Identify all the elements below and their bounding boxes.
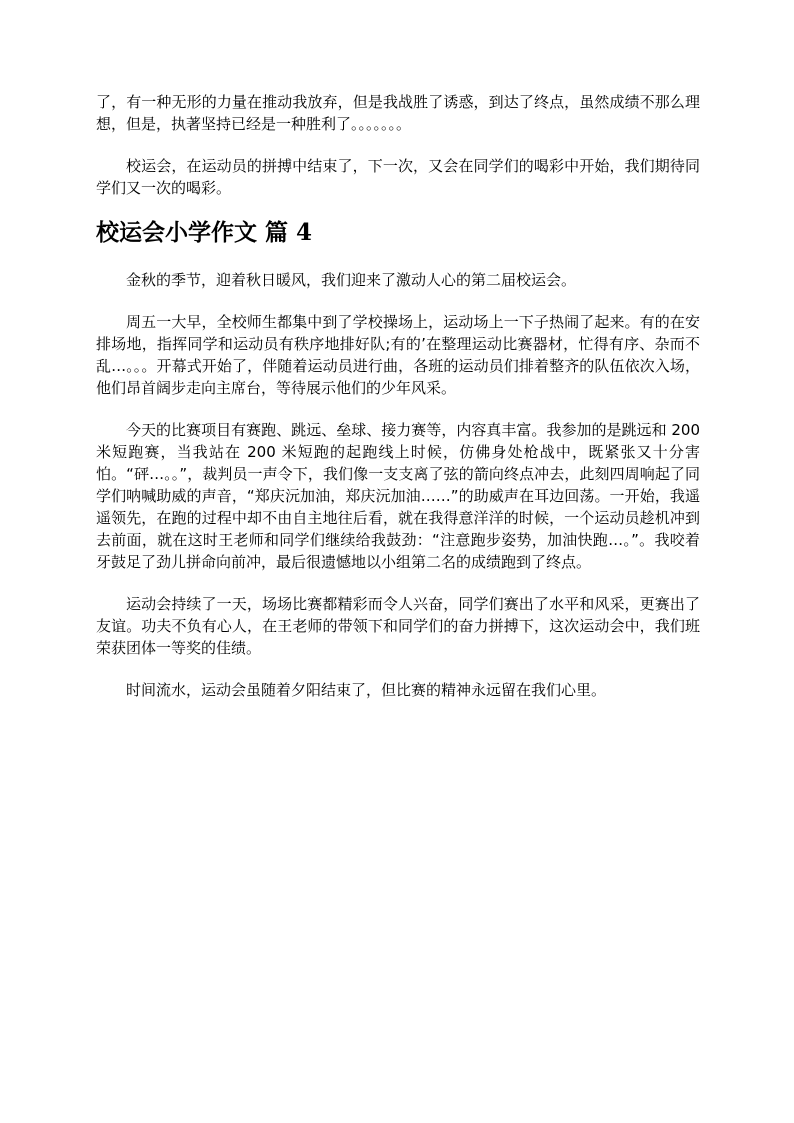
document-page [96,91,700,701]
body-paragraph: 周五一大早，全校师生都集中到了学校操场上，运动场上一下子热闹了起来。有的在安排场地，指挥同学和运动员有秩序地排好队;有的’在整理运动比赛器材，忙得有序、杂而不乱…。。。开幕式开始了，伴随着运动员进行曲，各班的运动员们排着整齐的队伍依次入场，他们昂首阔步走向主席台，等待展示他们的少年风采。 [96,313,700,397]
continuation-paragraph: 了，有一种无形的力量在推动我放弃，但是我战胜了诱惑，到达了终点，虽然成绩不那么理想，但是，执著坚持已经是一种胜利了。。。。。。。 [96,93,700,133]
body-paragraph: 金秋的季节，迎着秋日暖风，我们迎来了激动人心的第二届校运会。 [126,271,577,289]
body-paragraph: 今天的比赛项目有赛跑、跳远、垒球、接力赛等，内容真丰富。我参加的是跳远和 200 米短跑赛，当我站在 200 米短跑的起跑线上时候，仿佛身处枪战中，既紧张又十分害怕。“砰…。。”，裁判员一声令下，我们像一支支离了弦的箭向终点冲去，此刻四周响起了同学们呐喊助威的声音，“郑庆沅加油，郑庆沅加油……”的助威声在耳边回荡。一开始，我遥遥领先，在跑的过程中却不由自主地往后看，就在我得意洋洋的时候，一个运动员趁机冲到去前面，就在这时王老师和同学们继续给我鼓劲：“注意跑步姿势，加油快跑…。”。我咬着牙鼓足了劲儿拼命向前冲，最后很遗憾地以小组第二名的成绩跑到了终点。 [96,421,700,571]
body-paragraph: 时间流水，运动会虽随着夕阳结束了，但比赛的精神永远留在我们心里。 [126,681,607,699]
continuation-paragraph: 校运会，在运动员的拼搏中结束了，下一次，又会在同学们的喝彩中开始，我们期待同学们又一次的喝彩。 [96,157,700,197]
body-paragraph: 运动会持续了一天，场场比赛都精彩而令人兴奋，同学们赛出了水平和风采，更赛出了友谊。功夫不负有心人，在王老师的带领下和同学们的奋力拼搏下，这次运动会中，我们班荣获团体一等奖的佳绩。 [96,595,700,657]
section-title: 校运会小学作文 篇 4 [96,219,313,246]
